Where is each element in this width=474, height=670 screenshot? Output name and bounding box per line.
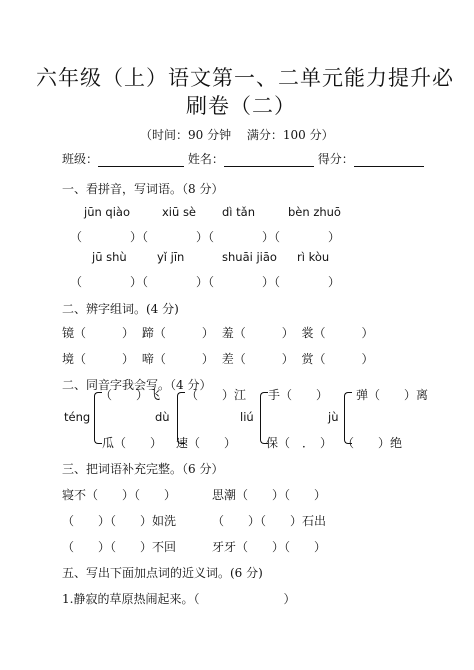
word-group-item[interactable]: 羞（ ） xyxy=(221,326,294,340)
section-4-title: 三、把词语补充完整。（6 分） xyxy=(62,462,224,476)
homophone-2-pinyin: dù xyxy=(155,410,170,424)
name-field[interactable] xyxy=(224,154,314,167)
word-group-item[interactable]: 裳（ ） xyxy=(301,326,374,340)
score-label: 得分： xyxy=(317,152,354,166)
idiom-6[interactable]: 牙牙（ ）（ ） xyxy=(212,540,327,554)
answer-blanks-row1[interactable]: （ ）（ ）（ ）（ ） xyxy=(70,230,341,244)
pinyin-8: rì kòu xyxy=(297,250,330,264)
name-label: 姓名： xyxy=(187,152,224,166)
pinyin-2: xiū sè xyxy=(162,205,197,219)
word-group-item[interactable]: 境（ ） xyxy=(62,352,135,366)
word-group-item[interactable]: 赏（ ） xyxy=(301,352,374,366)
class-label: 班级： xyxy=(62,152,99,166)
class-field[interactable] xyxy=(98,154,184,167)
homophone-4-pinyin: jù xyxy=(328,410,339,424)
homophone-4-bottom[interactable]: （ ）绝 xyxy=(342,436,403,450)
pinyin-1: jūn qiào xyxy=(84,205,131,219)
homophone-2-top[interactable]: （ ）江 xyxy=(186,388,247,402)
homophone-3-bottom[interactable]: 保（ ． ） xyxy=(266,436,333,450)
score-field[interactable] xyxy=(354,154,424,167)
homophone-1-bottom[interactable]: 瓜（ ） xyxy=(102,436,163,450)
word-group-item[interactable]: 差（ ） xyxy=(221,352,294,366)
idiom-2[interactable]: 思潮（ ）（ ） xyxy=(212,488,327,502)
time-info: （时间：90 分钟 满分：100 分） xyxy=(140,128,334,142)
idiom-1[interactable]: 寝不（ ）（ ） xyxy=(62,488,177,502)
pinyin-6: yǐ jīn xyxy=(157,250,185,264)
pinyin-3: dì tǎn xyxy=(222,205,255,219)
homophone-3-pinyin: liú xyxy=(240,410,254,424)
homophone-2-bottom[interactable]: 速（ ） xyxy=(176,436,237,450)
homophone-1-top[interactable]: （ ）飞 xyxy=(100,388,161,402)
section-2-title: 二、辨字组词。(4 分) xyxy=(62,302,179,316)
pinyin-7: shuāi jiāo xyxy=(222,250,277,264)
homophone-4-top[interactable]: 弹（ ）离 xyxy=(356,388,429,402)
word-group-item[interactable]: 蹄（ ） xyxy=(141,326,214,340)
word-group-item[interactable]: 啼（ ） xyxy=(141,352,214,366)
section-3-title: 二、同音字我会写。（4 分） xyxy=(62,378,212,392)
idiom-4[interactable]: （ ）（ ）石出 xyxy=(212,514,327,528)
pinyin-5: jū shù xyxy=(92,250,127,264)
answer-blanks-row2[interactable]: （ ）（ ）（ ）（ ） xyxy=(70,275,341,289)
student-info xyxy=(62,150,424,167)
idiom-5[interactable]: （ ）（ ）不回 xyxy=(62,540,177,554)
page-title-line2: 刷卷（二） xyxy=(186,94,296,118)
word-group-row2 xyxy=(62,350,374,367)
section-5-title: 五、写出下面加点词的近义词。(6 分) xyxy=(62,566,263,580)
word-group-item[interactable]: 镜（ ） xyxy=(62,326,135,340)
idiom-3[interactable]: （ ）（ ）如洗 xyxy=(62,514,177,528)
page-title-line1: 六年级（上）语文第一、二单元能力提升必 xyxy=(36,66,454,90)
synonym-question-1[interactable]: 1.静寂的草原热闹起来。（ ） xyxy=(62,592,296,606)
homophone-1-pinyin: téng xyxy=(64,410,91,424)
pinyin-4: bèn zhuō xyxy=(288,205,341,219)
word-group-row1 xyxy=(62,324,374,341)
section-1-title: 一、看拼音，写词语。（8 分） xyxy=(62,182,224,196)
homophone-3-top[interactable]: 手（ ） xyxy=(268,388,329,402)
